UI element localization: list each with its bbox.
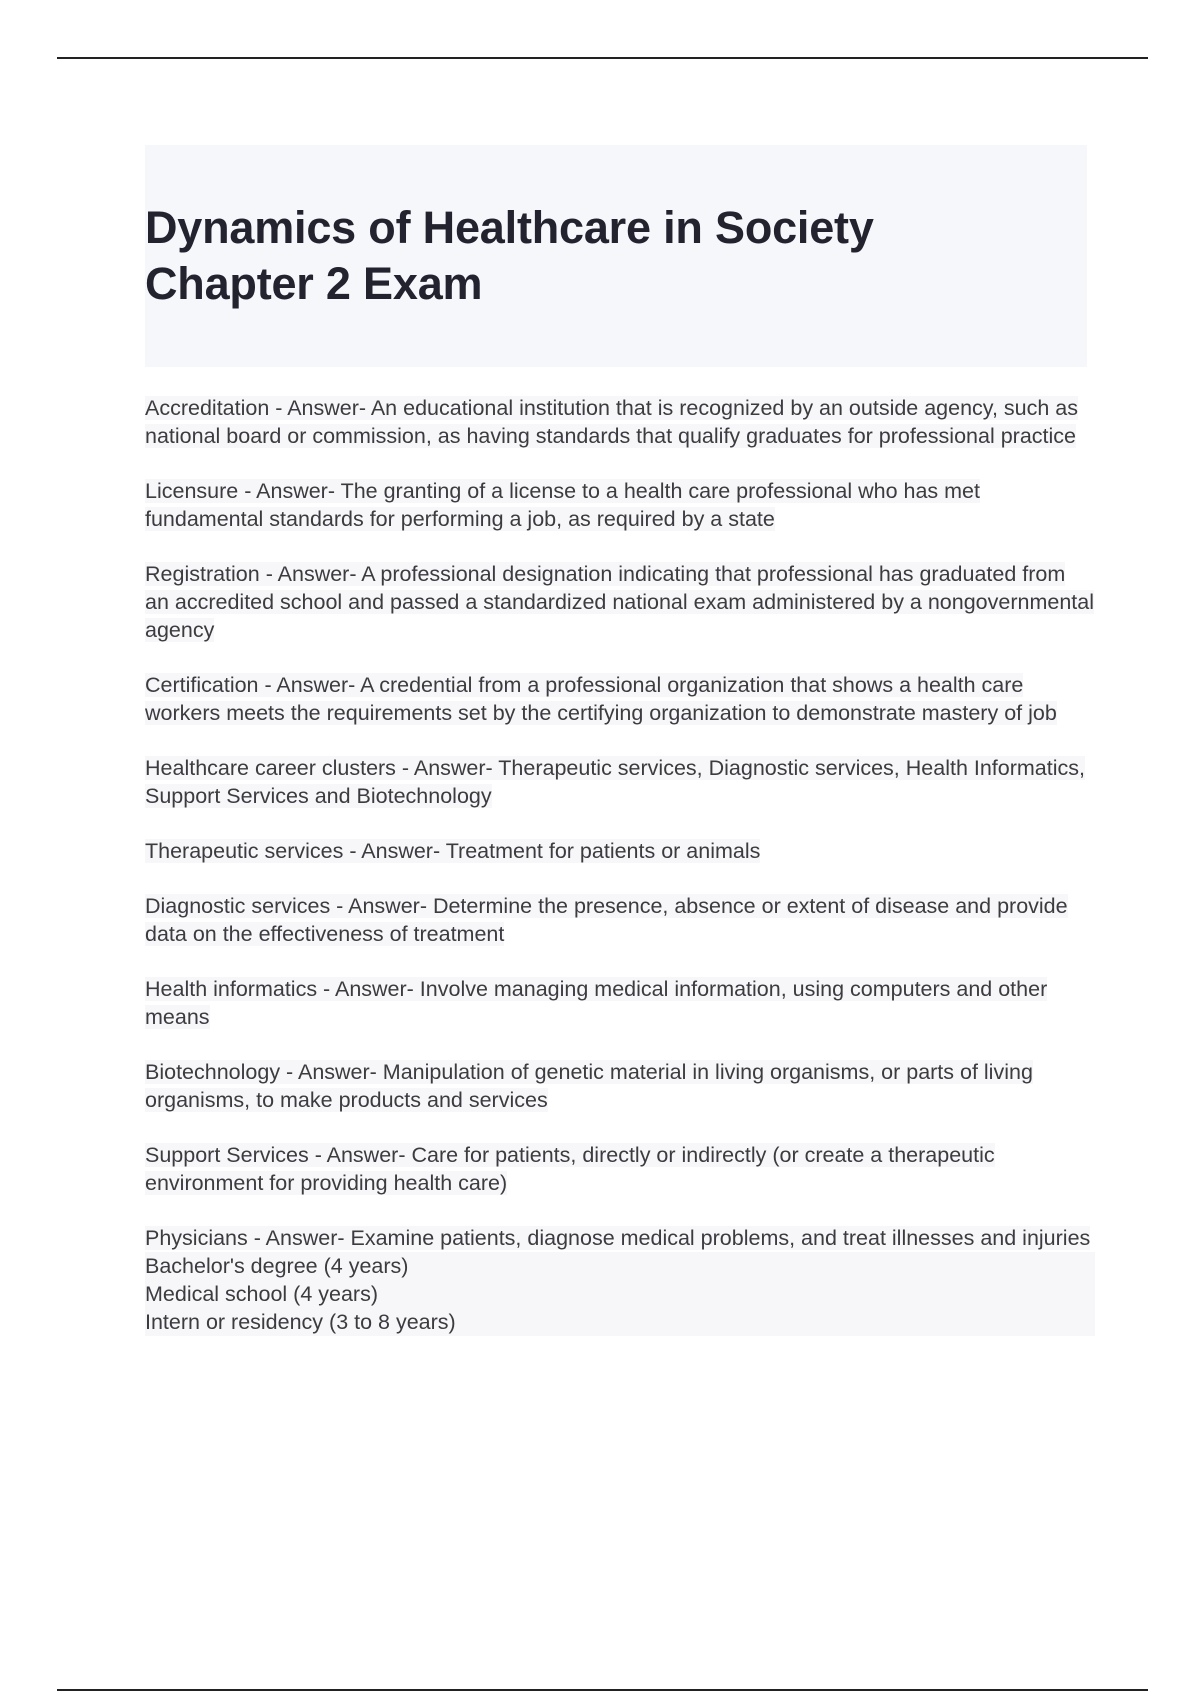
entry-text: Diagnostic services - Answer- Determine the presence, absence or extent of disease and provide data on the effectiveness of treatment (145, 894, 1068, 946)
qa-entry-certification (145, 671, 1095, 727)
qa-entry-diagnostic (145, 892, 1095, 948)
qa-entry-health-informatics (145, 975, 1095, 1031)
physician-step-2: Medical school (4 years) (145, 1280, 1095, 1308)
entry-text: Registration - Answer- A professional designation indicating that professional has graduated from an accredited school and passed a standardized national exam administered by a nongovernmental agency (145, 562, 1094, 642)
qa-entry-licensure (145, 477, 1095, 533)
physician-step-3: Intern or residency (3 to 8 years) (145, 1308, 1095, 1336)
entry-text: Physicians - Answer- Examine patients, diagnose medical problems, and treat illnesses and injuries (145, 1226, 1091, 1250)
entry-text: Accreditation - Answer- An educational institution that is recognized by an outside agency, such as national board or commission, as having standards that qualify graduates for professional practice (145, 396, 1079, 448)
qa-entry-therapeutic (145, 837, 1095, 865)
qa-entry-physicians (145, 1224, 1095, 1336)
qa-entry-registration (145, 560, 1095, 644)
footer-rule (57, 1689, 1148, 1691)
entry-text: Licensure - Answer- The granting of a license to a health care professional who has met fundamental standards for performing a job, as required by a state (145, 479, 980, 531)
qa-entry-biotechnology (145, 1058, 1095, 1114)
qa-entry-support-services (145, 1141, 1095, 1197)
entry-text: Support Services - Answer- Care for patients, directly or indirectly (or create a therapeutic environment for providing health care) (145, 1143, 995, 1195)
entry-text: Therapeutic services - Answer- Treatment for patients or animals (145, 839, 761, 863)
title-line-1: Dynamics of Healthcare in Society (145, 202, 874, 253)
entry-text: Healthcare career clusters - Answer- Therapeutic services, Diagnostic services, Health Informatics, Support Services and Biotechnology (145, 756, 1085, 808)
qa-entry-accreditation (145, 394, 1095, 450)
title-line-2: Chapter 2 Exam (145, 258, 483, 309)
qa-entry-career-clusters (145, 754, 1095, 810)
qa-list (145, 394, 1095, 1363)
entry-text: Biotechnology - Answer- Manipulation of genetic material in living organisms, or parts of living organisms, to make products and services (145, 1060, 1033, 1112)
entry-text: Health informatics - Answer- Involve managing medical information, using computers and other means (145, 977, 1048, 1029)
header-rule (57, 57, 1148, 59)
entry-text: Certification - Answer- A credential from a professional organization that shows a health care workers meets the requirements set by the certifying organization to demonstrate mastery of job (145, 673, 1057, 725)
page-title (145, 200, 874, 312)
physician-step-1: Bachelor's degree (4 years) (145, 1252, 1095, 1280)
